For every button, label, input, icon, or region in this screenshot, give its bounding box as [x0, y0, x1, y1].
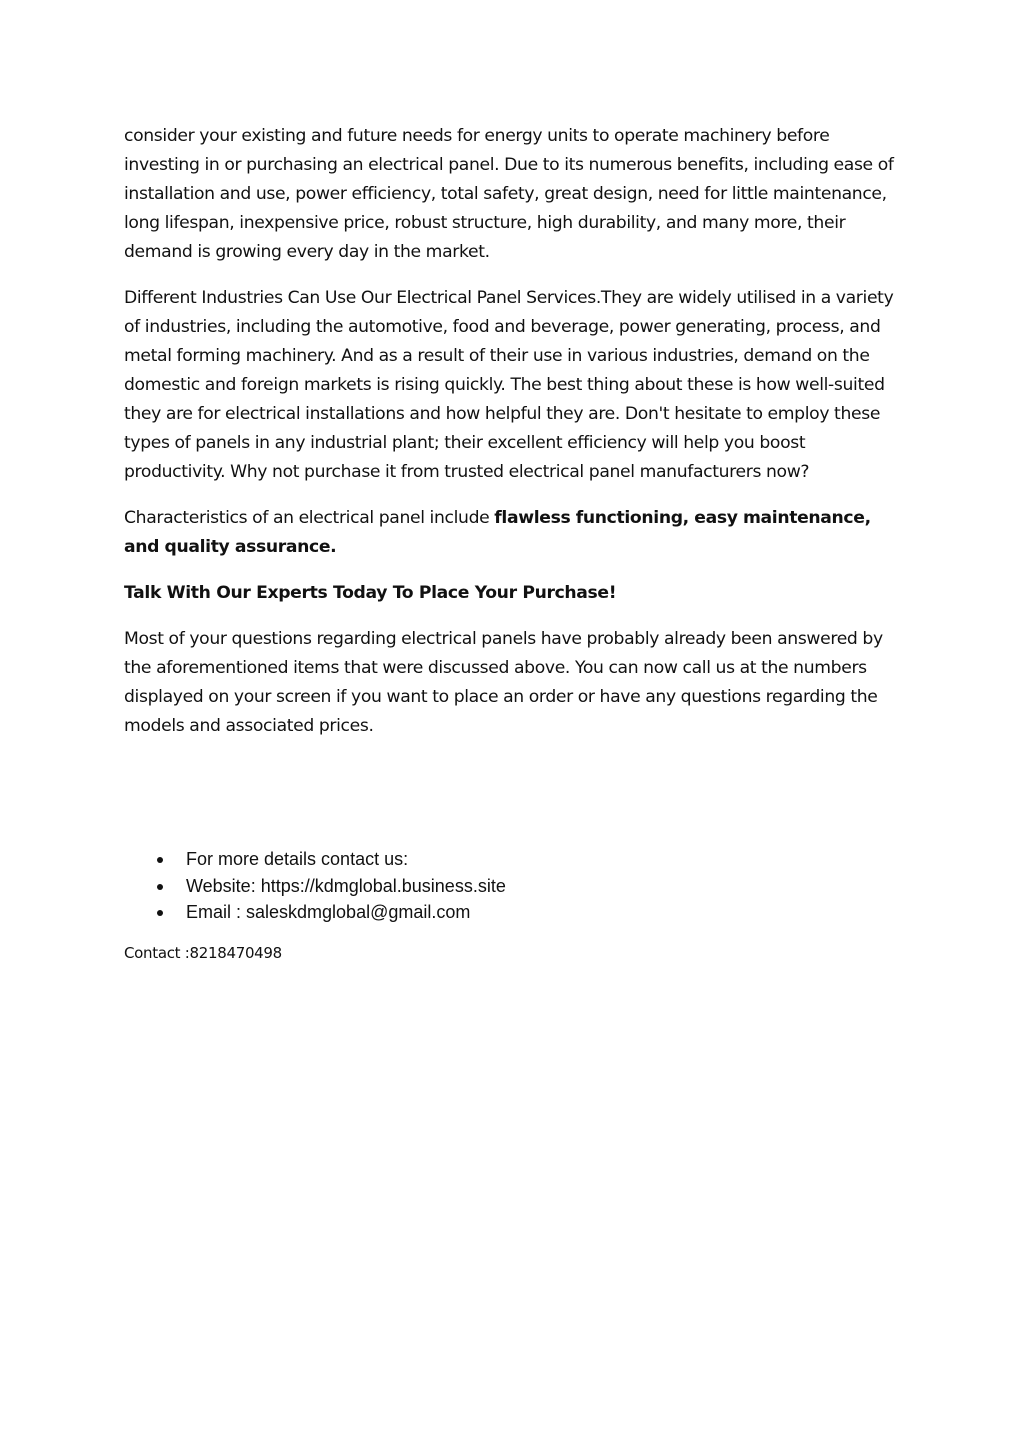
website-link[interactable]: Website: https://kdmglobal.business.site [186, 875, 506, 896]
bullet-icon [157, 910, 163, 916]
characteristics-bold-text: flawless functioning, easy maintenance, and quality assurance. [124, 508, 871, 557]
document-page [124, 122, 900, 962]
paragraph-energy-needs: consider your existing and future needs for energy units to operate machinery before investing in or purchasing an electrical panel. Due to its numerous benefits, including ease of installation and use, power efficiency, total safety, great design, need for little maintenance, long lifespan, inexpensive price, robust structure, high durability, and many more, their demand is growing every day in the market. [124, 126, 894, 262]
section-heading: Talk With Our Experts Today To Place Your Purchase! [124, 583, 617, 603]
bullet-icon [157, 857, 163, 863]
contact-details-label: For more details contact us: [186, 849, 409, 869]
list-item [124, 899, 900, 926]
paragraph-characteristics [124, 504, 900, 562]
paragraph-industries: Different Industries Can Use Our Electrical Panel Services.They are widely utilised in a variety of industries, including the automotive, food and beverage, power generating, process, and metal forming machinery. And as a result of their use in various industries, demand on the domestic and foreign markets is rising quickly. The best thing about these is how well-suited they are for electrical installations and how helpful they are. Don't hesitate to employ these types of panels in any industrial plant; their excellent efficiency will help you boost productivity. Why not purchase it from trusted electrical panel manufacturers now? [124, 288, 894, 482]
contact-phone: Contact :8218470498 [124, 943, 282, 962]
list-item [124, 873, 900, 900]
list-item [124, 846, 900, 873]
characteristics-lead-text: Characteristics of an electrical panel include [124, 508, 495, 528]
contact-list [124, 846, 900, 926]
paragraph-questions: Most of your questions regarding electrical panels have probably already been answered by the aforementioned items that were discussed above. You can now call us at the numbers displayed on your screen if you want to place an order or have any questions regarding the models and associated prices. [124, 629, 883, 736]
bullet-icon [157, 884, 163, 890]
email-link[interactable]: Email : saleskdmglobal@gmail.com [186, 902, 471, 922]
